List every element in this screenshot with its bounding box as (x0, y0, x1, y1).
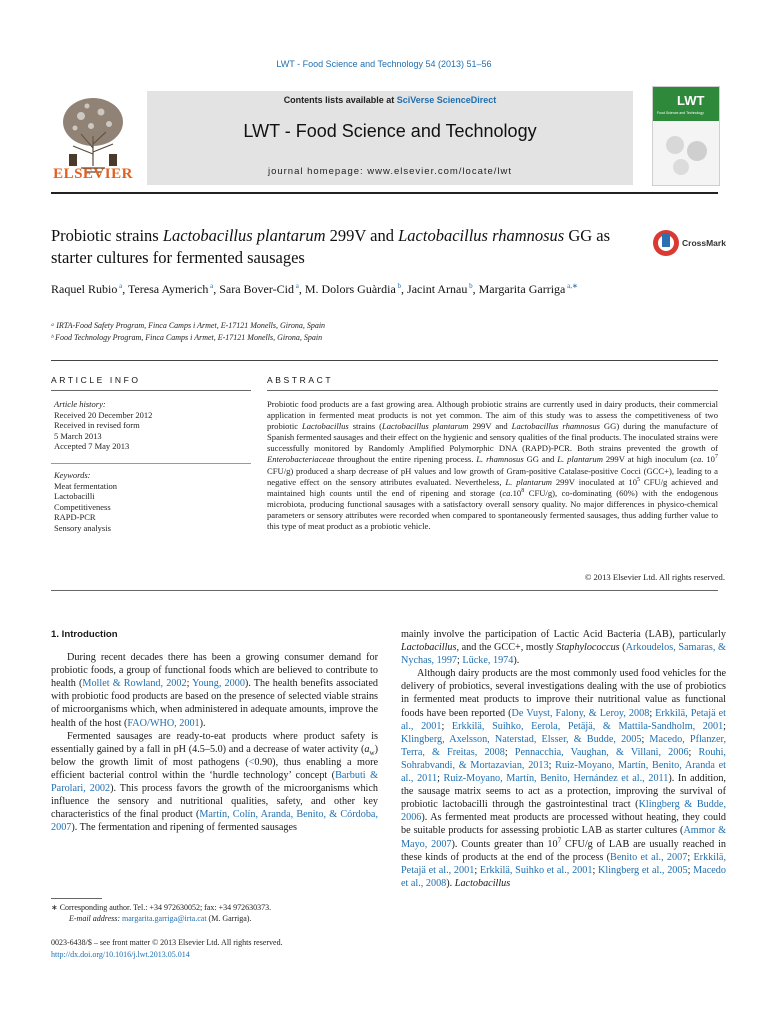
body-text: ). (446, 877, 455, 889)
abstract-fragment: Enterobacteriaceae (267, 454, 335, 465)
title-fragment: Probiotic strains (51, 226, 163, 245)
body-text: Lactobacillus (401, 642, 457, 654)
journal-banner (147, 91, 633, 185)
article-info-rule (51, 390, 251, 391)
citation-link[interactable]: Ruiz-Moyano, Martín, Benito, Hernández et al., 2011 (443, 773, 669, 785)
doi-link[interactable]: http://dx.doi.org/10.1016/j.lwt.2013.05.014 (51, 950, 190, 959)
body-text: ; (474, 864, 480, 876)
body-text: Lactobacillus (454, 877, 511, 889)
abstract-fragment: GG and (523, 454, 558, 465)
author-affiliation-marker[interactable]: a (208, 282, 214, 290)
cover-illustration-icon (661, 131, 711, 179)
author-affiliation-marker[interactable]: a,∗ (565, 282, 578, 290)
keyword-item: Sensory analysis (54, 522, 111, 533)
body-text: Fermented sausages are ready-to-eat products where product safety is essentially gained by a fall in pH (4.5–5.0) and a decrease of water activity ( (51, 730, 378, 755)
author-name[interactable]: M. Dolors Guàrdia (304, 282, 396, 296)
body-paragraph (51, 730, 378, 835)
cover-title: LWT (677, 93, 705, 108)
author-name[interactable]: Jacint Arnau (407, 282, 468, 296)
abstract-fragment: CFU/g), co-dominating (60%) with the endogenous microbiota, producing functional sausages with a satisfactory overall sensory quality. No major differences in physico-chemical parameters or sensory attributes were recorded when compared to spontaneously fermented sausages, thus adding further value to this type of meat product as a probiotic vehicle. (267, 487, 718, 532)
affiliation-a: ᵃ IRTA-Food Safety Program, Finca Camps i Armet, E-17121 Monells, Girona, Spain (51, 321, 326, 330)
author-affiliation-marker[interactable]: a (117, 282, 123, 290)
keyword-item: Meat fermentation (54, 480, 118, 491)
author-affiliation-marker[interactable]: a (293, 282, 299, 290)
body-column-right (401, 628, 726, 890)
citation-link[interactable]: Young, 2000 (192, 678, 245, 690)
author-list (51, 280, 671, 298)
body-text: ; (457, 655, 463, 667)
history-item: Received in revised form (54, 420, 140, 430)
body-paragraph (401, 628, 726, 667)
abstract-fragment: 10 (512, 487, 522, 498)
body-text: ). In addition, the sausage matrix seems to act as a protection, improving the survival of probiotic lactobacilli through the gastrointestinal tract ( (401, 773, 726, 811)
abstract-copyright: © 2013 Elsevier Ltd. All rights reserved. (584, 572, 725, 582)
crossmark-label[interactable]: CrossMark (682, 238, 726, 248)
article-info-heading: ARTICLE INFO (51, 375, 141, 385)
running-head: LWT - Food Science and Technology 54 (2013) 51–56 (276, 59, 492, 69)
body-text: ; (687, 851, 694, 863)
body-text: Staphylococcus (556, 642, 620, 654)
abstract-fragment: throughout the entire ripening process. (334, 454, 477, 465)
body-text: ). Counts greater than 10 (451, 838, 558, 850)
abstract-fragment: strains ( (348, 421, 382, 432)
history-item: Accepted 7 May 2013 (54, 441, 130, 451)
abstract-fragment: 299V inoculated at 10 (552, 476, 638, 487)
footnote-email-line (51, 914, 381, 925)
body-text: ; (723, 720, 727, 732)
citation-link[interactable]: Barbuti & Parolari, 2002 (51, 769, 379, 795)
citation-link[interactable]: Macedo, Pflanzer, Terra, & Freitas, 2008 (401, 733, 726, 758)
citation-link[interactable]: Martín, Colín, Aranda, Benito, & Córdoba, 2007 (51, 809, 379, 834)
abstract-fragment: L. plantarum (505, 476, 553, 487)
abstract-heading: ABSTRACT (267, 375, 334, 385)
email-label: E-mail address: (69, 913, 123, 923)
body-column-left (51, 628, 378, 834)
issn-block (51, 937, 381, 961)
abstract-fragment: CFU/g achieved and maintained high counts until the end of ripening and storage ( (267, 476, 719, 498)
abstract-fragment: Lactobacillus rhamnosus (511, 421, 600, 432)
author-name[interactable]: Raquel Rubio (51, 282, 118, 296)
abstract-rule (267, 390, 718, 391)
body-paragraph (51, 651, 378, 730)
title-fragment: 299V and (325, 226, 399, 245)
body-text: w (369, 748, 375, 757)
body-text: ; (437, 773, 444, 785)
left-paragraphs (51, 651, 378, 834)
body-paragraph (401, 667, 726, 890)
body-text: ). (513, 655, 520, 667)
article-title (51, 225, 611, 269)
crossmark-icon[interactable] (651, 228, 681, 258)
body-text: Although dairy products are the most commonly used food vehicles for the delivery of probiotics, several investigations dealing with the use of probiotics in fermented meat products to improve their nutritional value as functional foods have been reported ( (401, 668, 726, 719)
body-text: ; (548, 759, 556, 771)
history-item: 5 March 2013 (54, 430, 102, 441)
abstract-fragment: 8 (521, 487, 525, 494)
abstract-fragment: Probiotic food products are a fast growing area. Although probiotic strains are currently used in dairy products, their commercial application in fermented meat products is not yet common. The aim of this study was to assess the competitiveness of two probiotic (267, 399, 718, 432)
history-heading: Article history: (54, 399, 106, 409)
title-fragment: Lactobacillus plantarum (162, 226, 326, 245)
author-separator: , (122, 282, 128, 296)
citation-link[interactable]: Macedo et al., 2008 (401, 864, 726, 889)
history-item: Received 20 December 2012 (54, 409, 153, 420)
corresponding-author-footnote (51, 903, 381, 924)
author-affiliation-marker[interactable]: b (395, 282, 402, 290)
citation-link[interactable]: Erkkilä, Petajä et al., 2001 (401, 851, 726, 876)
citation-link[interactable]: Erkkilä, Petajä et al., 2001 (401, 707, 726, 732)
journal-title: LWT - Food Science and Technology (243, 121, 537, 141)
email-link[interactable]: margarita.garriga@irta.cat (122, 913, 207, 923)
keywords-rule (51, 463, 251, 464)
abstract-fragment: L. plantarum (557, 454, 603, 465)
abstract-fragment: 299V and (468, 421, 512, 432)
abstract-fragment: 5 (637, 476, 641, 483)
body-text: ; (441, 720, 452, 732)
body-text: ( (619, 642, 626, 654)
keywords (54, 470, 249, 533)
citation-link[interactable]: Erkkilä, Suihko, Eerola, Petäjä, & Mattila-Sandholm, 2001 (451, 720, 724, 732)
body-text: ). The fermentation and ripening of fermented sausages (71, 822, 297, 834)
journal-homepage (147, 166, 633, 177)
author-affiliation-marker[interactable]: b (467, 282, 473, 290)
homepage-link[interactable]: www.elsevier.com/locate/lwt (367, 166, 513, 177)
abstract-fragment: 7 (714, 454, 718, 461)
cover-subtitle: Food Science and Technology (657, 111, 704, 115)
abstract-fragment: L. rhamnosus (476, 454, 524, 465)
keywords-heading: Keywords: (54, 470, 91, 480)
footnote-contact: ∗ Corresponding author. Tel.: +34 972630052; fax: +34 972630373. (51, 903, 272, 912)
contents-availability (147, 95, 633, 105)
body-text: mainly involve the participation of Lactic Acid Bacteria (LAB), particularly (401, 629, 726, 640)
author-separator: , (213, 282, 220, 296)
body-text: ; (592, 864, 599, 876)
citation-link[interactable]: < (248, 756, 255, 768)
contents-prefix: Contents lists available at (283, 95, 397, 105)
footnote-rule (51, 898, 102, 899)
citation-link[interactable]: De Vuyst, Falony, & Leroy, 2008 (511, 707, 650, 719)
citation-link[interactable]: Rouhi, Sohrabvandi, & Mortazavian, 2013 (401, 746, 726, 771)
author-separator: , (472, 282, 479, 296)
keyword-item: Competitiveness (54, 501, 111, 512)
sciencedirect-link[interactable]: SciVerse ScienceDirect (396, 95, 497, 105)
citation-link[interactable]: Arkoudelos, Samaras, & Nychas, 1997 (401, 642, 726, 667)
author-name[interactable]: Margarita Garriga (478, 282, 566, 296)
body-text: ). As fermented meat products are processed without heating, they could be suitable products for assessing probiotic LAB as starter cultures ( (401, 812, 726, 837)
section-heading-introduction: 1. Introduction (51, 629, 118, 640)
issn-line: 0023-6438/$ – see front matter © 2013 Elsevier Ltd. All rights reserved. (51, 938, 283, 947)
author-separator: , (401, 282, 408, 296)
body-text: CFU/g of LAB are usually reached in these kinds of products at the end of the process ( (401, 838, 726, 863)
citation-link[interactable]: Ruiz-Moyano, Martín, Benito, Aranda et al., 2011 (401, 759, 726, 785)
section-rule (51, 360, 718, 361)
citation-link[interactable]: FAO/WHO, 2001 (127, 717, 200, 729)
body-text: ) below the growth limit of most pathogens ( (51, 743, 378, 768)
affiliation-b: ᵇ Food Technology Program, Finca Camps i Armet, E-17121 Monells, Girona, Spain (51, 333, 323, 342)
author-name[interactable]: Sara Bover-Cid (219, 282, 294, 296)
body-text: , and the GCC+, mostly (456, 642, 557, 654)
citation-link[interactable]: Erkkilä, Suihko et al., 2001 (479, 864, 593, 876)
abstract-fragment: ca. (693, 454, 704, 465)
abstract-fragment: 10 (703, 454, 715, 465)
citation-link[interactable]: Benito et al., 2007 (610, 851, 688, 863)
homepage-prefix: journal homepage: (267, 166, 368, 177)
body-text: ; (186, 678, 193, 690)
citation-link[interactable]: Ammor & Mayo, 2007 (401, 825, 727, 850)
citation-link[interactable]: Klingberg, Axelsson, Naterstad, Elsser, & Budde, 2005 (401, 733, 642, 745)
body-text: ; (504, 746, 515, 758)
citation-link[interactable]: Klingberg et al., 2005 (598, 864, 688, 876)
author-separator: , (298, 282, 305, 296)
keyword-item: RAPD-PCR (54, 512, 96, 522)
citation-link[interactable]: Mollet & Rowland, 2002 (82, 678, 187, 690)
body-text: ; (687, 864, 694, 876)
body-text: 7 (557, 836, 562, 845)
body-text: ; (688, 746, 699, 758)
body-text: ; (649, 707, 656, 719)
citation-link[interactable]: Pennacchia, Vaughan, & Villani, 2006 (514, 746, 689, 758)
body-text: 0.90), thus enabling a more efficient bacterial control within the ‘hurdle technology’ concept ( (51, 756, 378, 781)
abstract-fragment: GG) during the manufacture of Spanish fermented sausages and their effect on the hygienic and sensory qualities of the final products. The inoculated strains were successfully monitored by Randomly Amplified Polymorphic DNA (RAPD)-PCR. Both strains prevented the growth of (267, 421, 718, 454)
title-fragment: Lactobacillus rhamnosus (398, 226, 565, 245)
body-text: ). This process favors the growth of the microorganisms which influence the sensory and nutritional qualities, safety, and other key characteristics of the final product ( (51, 783, 378, 821)
abstract-text (267, 399, 718, 532)
citation-link[interactable]: Lücke, 1974 (462, 655, 514, 667)
abstract-fragment: ca. (502, 487, 513, 498)
title-fragment: GG as starter cultures for fermented sausages (51, 226, 611, 267)
body-text: a (364, 743, 370, 755)
body-text: ). (199, 717, 206, 729)
abstract-bottom-rule (51, 590, 718, 591)
abstract-fragment: Lactobacillus plantarum (381, 421, 469, 432)
publisher-wordmark: ELSEVIER (53, 166, 133, 182)
body-text: ; (641, 733, 650, 745)
abstract-fragment: CFU/g) produced a sharp decrease of pH values and low growth of Gram-positive Catalase-positive Cocci (GCC+), leading to a negative effect on the sensory attributes evaluated. Nevertheless, (267, 465, 718, 487)
citation-link[interactable]: Klingberg & Budde, 2006 (401, 799, 726, 824)
journal-cover-thumbnail (652, 86, 720, 186)
abstract-fragment: 299V at high inoculum ( (602, 454, 694, 465)
email-suffix: (M. Garriga). (206, 913, 252, 923)
body-text: ). The health benefits associated with probiotic food products are based on the presence of selected viable strains of microorganisms which, when administered in adequate amounts, improve the health of the host ( (51, 678, 379, 729)
keyword-item: Lactobacilli (54, 491, 95, 501)
abstract-fragment: Lactobacillus (301, 421, 349, 432)
author-name[interactable]: Teresa Aymerich (127, 282, 209, 296)
header-rule (51, 192, 718, 194)
body-text: During recent decades there has been a growing consumer demand for probiotic foods, a group of functional foods which are believed to contribute to health ( (51, 652, 378, 690)
article-history (54, 399, 249, 452)
